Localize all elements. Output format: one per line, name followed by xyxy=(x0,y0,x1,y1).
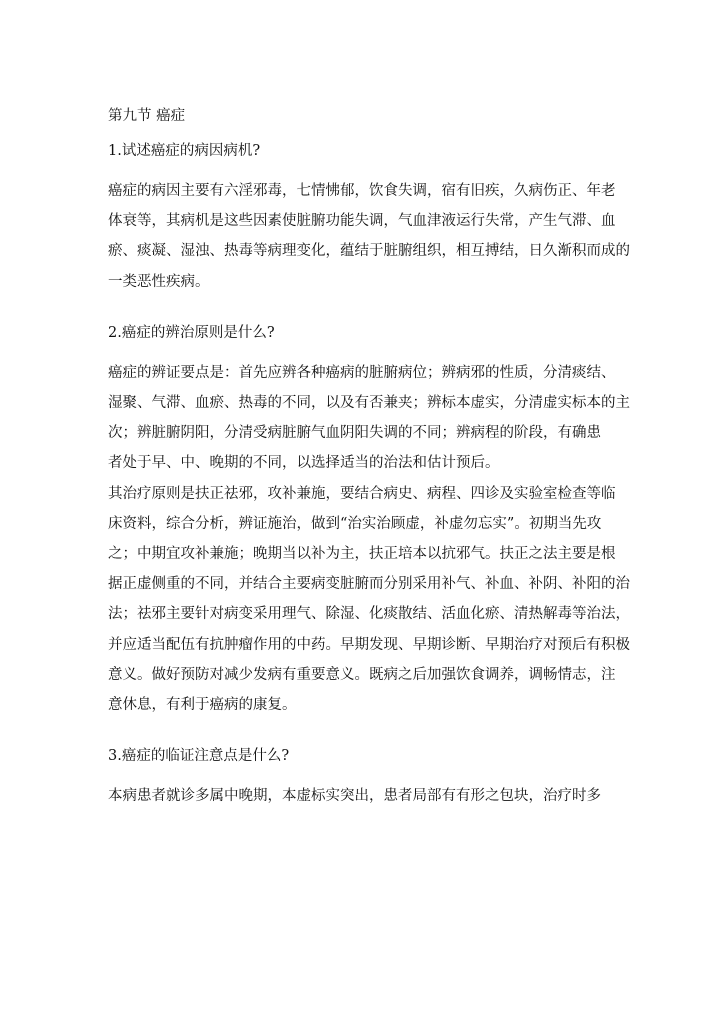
answer-1-line: 瘀、痰凝、湿浊、热毒等病理变化，蕴结于脏腑组织，相互搏结，日久渐积而成的 xyxy=(108,243,630,260)
paragraph-gap xyxy=(108,297,628,323)
answer-2-line: 据正虚侧重的不同，并结合主要病变脏腑而分别采用补气、补血、补阴、补阳的治 xyxy=(108,576,630,593)
answer-2-line: 意义。做好预防对减少发病有重要意义。既病之后加强饮食调养，调畅情志，注 xyxy=(108,666,616,683)
question-3: 3.癌症的临证注意点是什么? xyxy=(108,748,290,765)
answer-2-line: 者处于早、中、晚期的不同，以选择适当的治法和估计预后。 xyxy=(108,455,500,472)
paragraph-gap xyxy=(108,720,628,746)
answer-2-line: 湿聚、气滞、血瘀、热毒的不同，以及有否兼夹；辨标本虚实，分清虚实标本的主 xyxy=(108,395,630,412)
answer-1-line: 癌症的病因主要有六淫邪毒，七情怫郁，饮食失调，宿有旧疾，久病伤正、年老 xyxy=(108,183,616,199)
answer-1 xyxy=(108,176,628,297)
answer-3 xyxy=(108,781,628,811)
answer-2-line: 意休息，有利于癌病的康复。 xyxy=(108,697,297,714)
answer-2-line: 并应适当配伍有抗肿瘤作用的中药。早期发现、早期诊断、早期治疗对预后有积极 xyxy=(108,636,630,653)
answer-2-line: 癌症的辨证要点是：首先应辨各种癌病的脏腑病位；辨病邪的性质，分清痰结、 xyxy=(108,364,616,381)
answer-2-line: 次；辨脏腑阴阳，分清受病脏腑气血阴阳失调的不同；辨病程的阶段，有确患 xyxy=(108,425,601,442)
answer-2-line: 之；中期宜攻补兼施；晚期当以补为主，扶正培本以抗邪气。扶正之法主要是根 xyxy=(108,546,616,563)
answer-3-line: 本病患者就诊多属中晚期，本虚标实突出，患者局部有有形之包块，治疗时多 xyxy=(108,788,601,805)
document-page xyxy=(108,106,628,811)
answer-1-line: 一类恶性疾病。 xyxy=(108,273,210,290)
answer-2-line: 其治疗原则是扶正祛邪，攻补兼施，要结合病史、病程、四诊及实验室检查等临 xyxy=(108,485,616,502)
answer-2-diagnosis xyxy=(108,358,628,479)
answer-2-line: 床资料，综合分析，辨证施治，做到“治实治顾虚，补虚勿忘实”。初期当先攻 xyxy=(108,515,602,532)
section-title: 第九节 癌症 xyxy=(108,108,186,124)
question-1: 1.试述癌症的病因病机? xyxy=(108,143,261,159)
answer-2-line: 法；祛邪主要针对病变采用理气、除湿、化痰散结、活血化瘀、清热解毒等治法， xyxy=(108,606,630,623)
answer-2-treatment xyxy=(108,479,628,721)
question-2: 2.癌症的辨治原则是什么? xyxy=(108,324,275,341)
answer-1-line: 体衰等，其病机是这些因素使脏腑功能失调，气血津液运行失常，产生气滞、血 xyxy=(108,213,616,230)
